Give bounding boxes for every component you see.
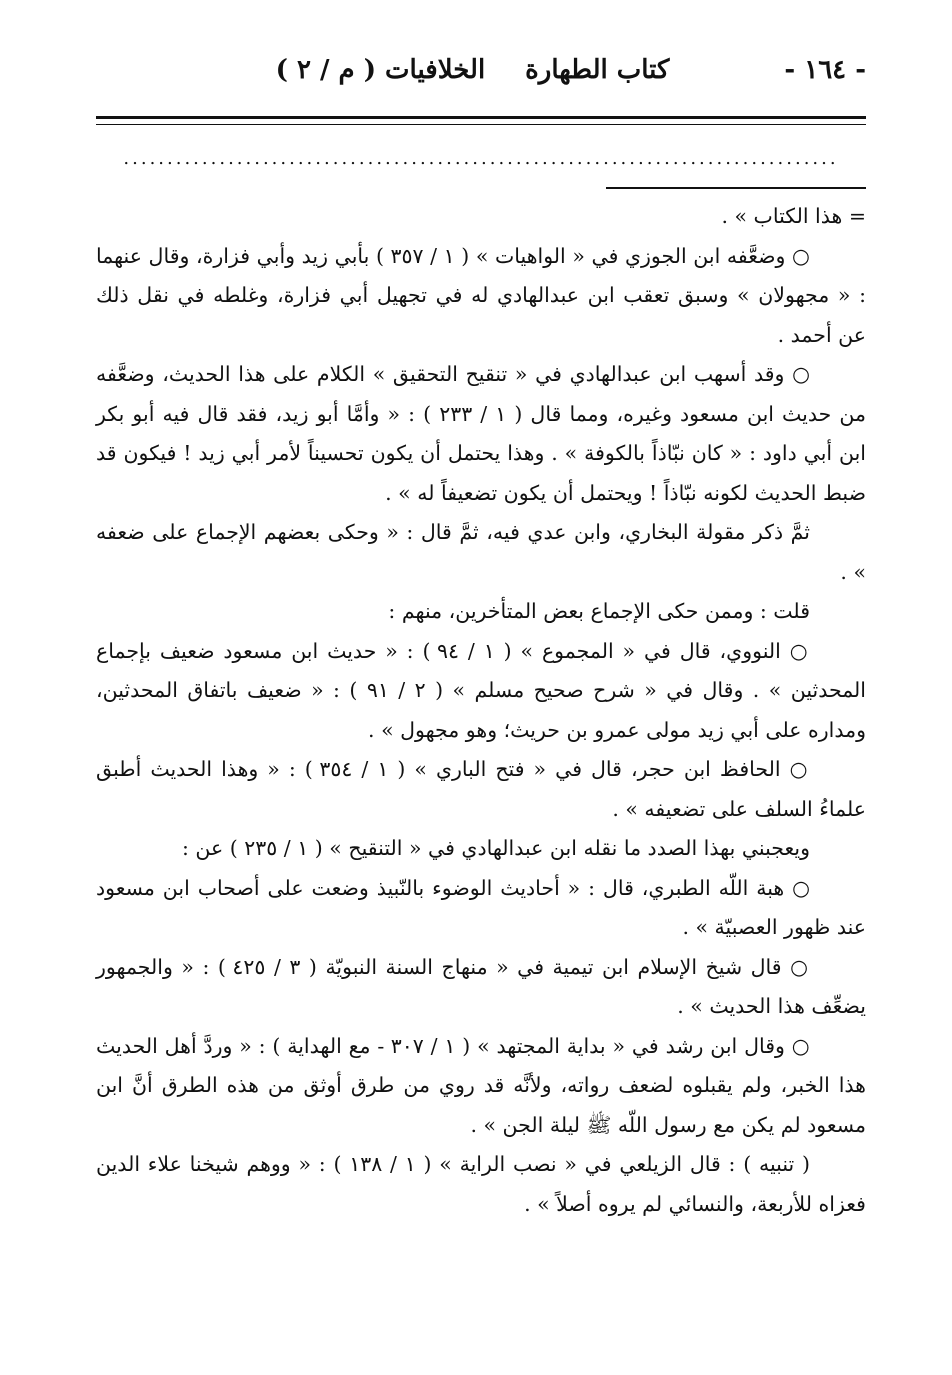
dotted-separator: .................................................................................. <box>123 149 839 169</box>
paragraph: قلت : وممن حكى الإجماع بعض المتأخرين، منهم : <box>388 599 810 623</box>
paragraph: ○ النووي، قال في « المجموع » ( ١ / ٩٤ ) : « حديث ابن مسعود ضعيف بإجماع المحدثين » . وقال في « شرح صحيح مسلم » ( ٢ / ٩١ ) : « ضعيف باتفاق المحدثين، ومداره على أبي زيد مولى عمرو بن حريث؛ وهو مجهول » . <box>96 638 866 742</box>
footnote-text <box>96 197 866 1224</box>
footnote-rule <box>606 187 866 189</box>
paragraph: ( تنبيه ) : قال الزيلعي في « نصب الراية » ( ١ / ١٣٨ ) : « ووهم شيخنا علاء الدين فعزاه للأربعة، والنسائي لم يروه أصلاً » . <box>96 1152 866 1216</box>
paragraph: ○ وقد أسهب ابن عبدالهادي في « تنقيح التحقيق » الكلام على هذا الحديث، وضعَّفه من حديث ابن مسعود وغيره، ومما قال ( ١ / ٢٣٣ ) : « وأمَّا أبو زيد، فقد قال فيه أبو بكر ابن أبي داود : « كان نبّاذاً بالكوفة » . وهذا يحتمل أن يكون تحسيناً لأمر أبي زيد ! فيكون قد ضبط الحديث لكونه نبّاذاً ! ويحتمل أن يكون تضعيفاً له » . <box>96 362 866 505</box>
paragraph: ○ الحافظ ابن حجر، قال في « فتح الباري » ( ١ / ٣٥٤ ) : « وهذا الحديث أطبق علماءُ السلف على تضعيفه » . <box>96 757 866 821</box>
paragraph: ○ هبة اللّه الطبري، قال : « أحاديث الوضوء بالنّبيذ وضعت على أصحاب ابن مسعود عند ظهور العصبيّة » . <box>96 875 866 939</box>
page-header <box>96 40 866 100</box>
header-rule-thin <box>96 124 866 125</box>
paragraph: = هذا الكتاب » . <box>721 204 866 228</box>
book-page <box>96 40 866 1224</box>
paragraph: ثمَّ ذكر مقولة البخاري، وابن عدي فيه، ثمَّ قال : « وحكى بعضهم الإجماع على ضعفه » . <box>96 520 866 584</box>
header-rule-thick <box>96 116 866 119</box>
page-number: - ١٦٤ - <box>784 55 866 85</box>
paragraph: ○ وضعَّفه ابن الجوزي في « الواهيات » ( ١ / ٣٥٧ ) بأبي زيد وأبي فزارة، وقال عنهما : « مجهولان » وسبق تعقب ابن عبدالهادي له في تجهيل أبي فزارة، وغلطه في نقل ذلك عن أحمد . <box>96 243 866 347</box>
paragraph: ○ وقال ابن رشد في « بداية المجتهد » ( ١ / ٣٠٧ - مع الهداية ) : « وردَّ أهل الحديث هذا الخبر، ولم يقبلوه لضعف رواته، ولأنَّه قد روي من طرق أوثق من هذه الطرق أنَّ ابن مسعود لم يكن مع رسول اللّه ﷺ ليلة الجن » . <box>96 1033 866 1137</box>
part-title: الخلافيات ( م / ٢ ) <box>275 55 486 85</box>
book-title: كتاب الطهارة <box>525 55 670 85</box>
paragraph: ○ قال شيخ الإسلام ابن تيمية في « منهاج السنة النبويّة ( ٣ / ٤٢٥ ) : « والجمهور يضعِّف هذا الحديث » . <box>96 954 866 1018</box>
paragraph: ويعجبني بهذا الصدد ما نقله ابن عبدالهادي في « التنقيح » ( ١ / ٢٣٥ ) عن : <box>181 836 810 860</box>
